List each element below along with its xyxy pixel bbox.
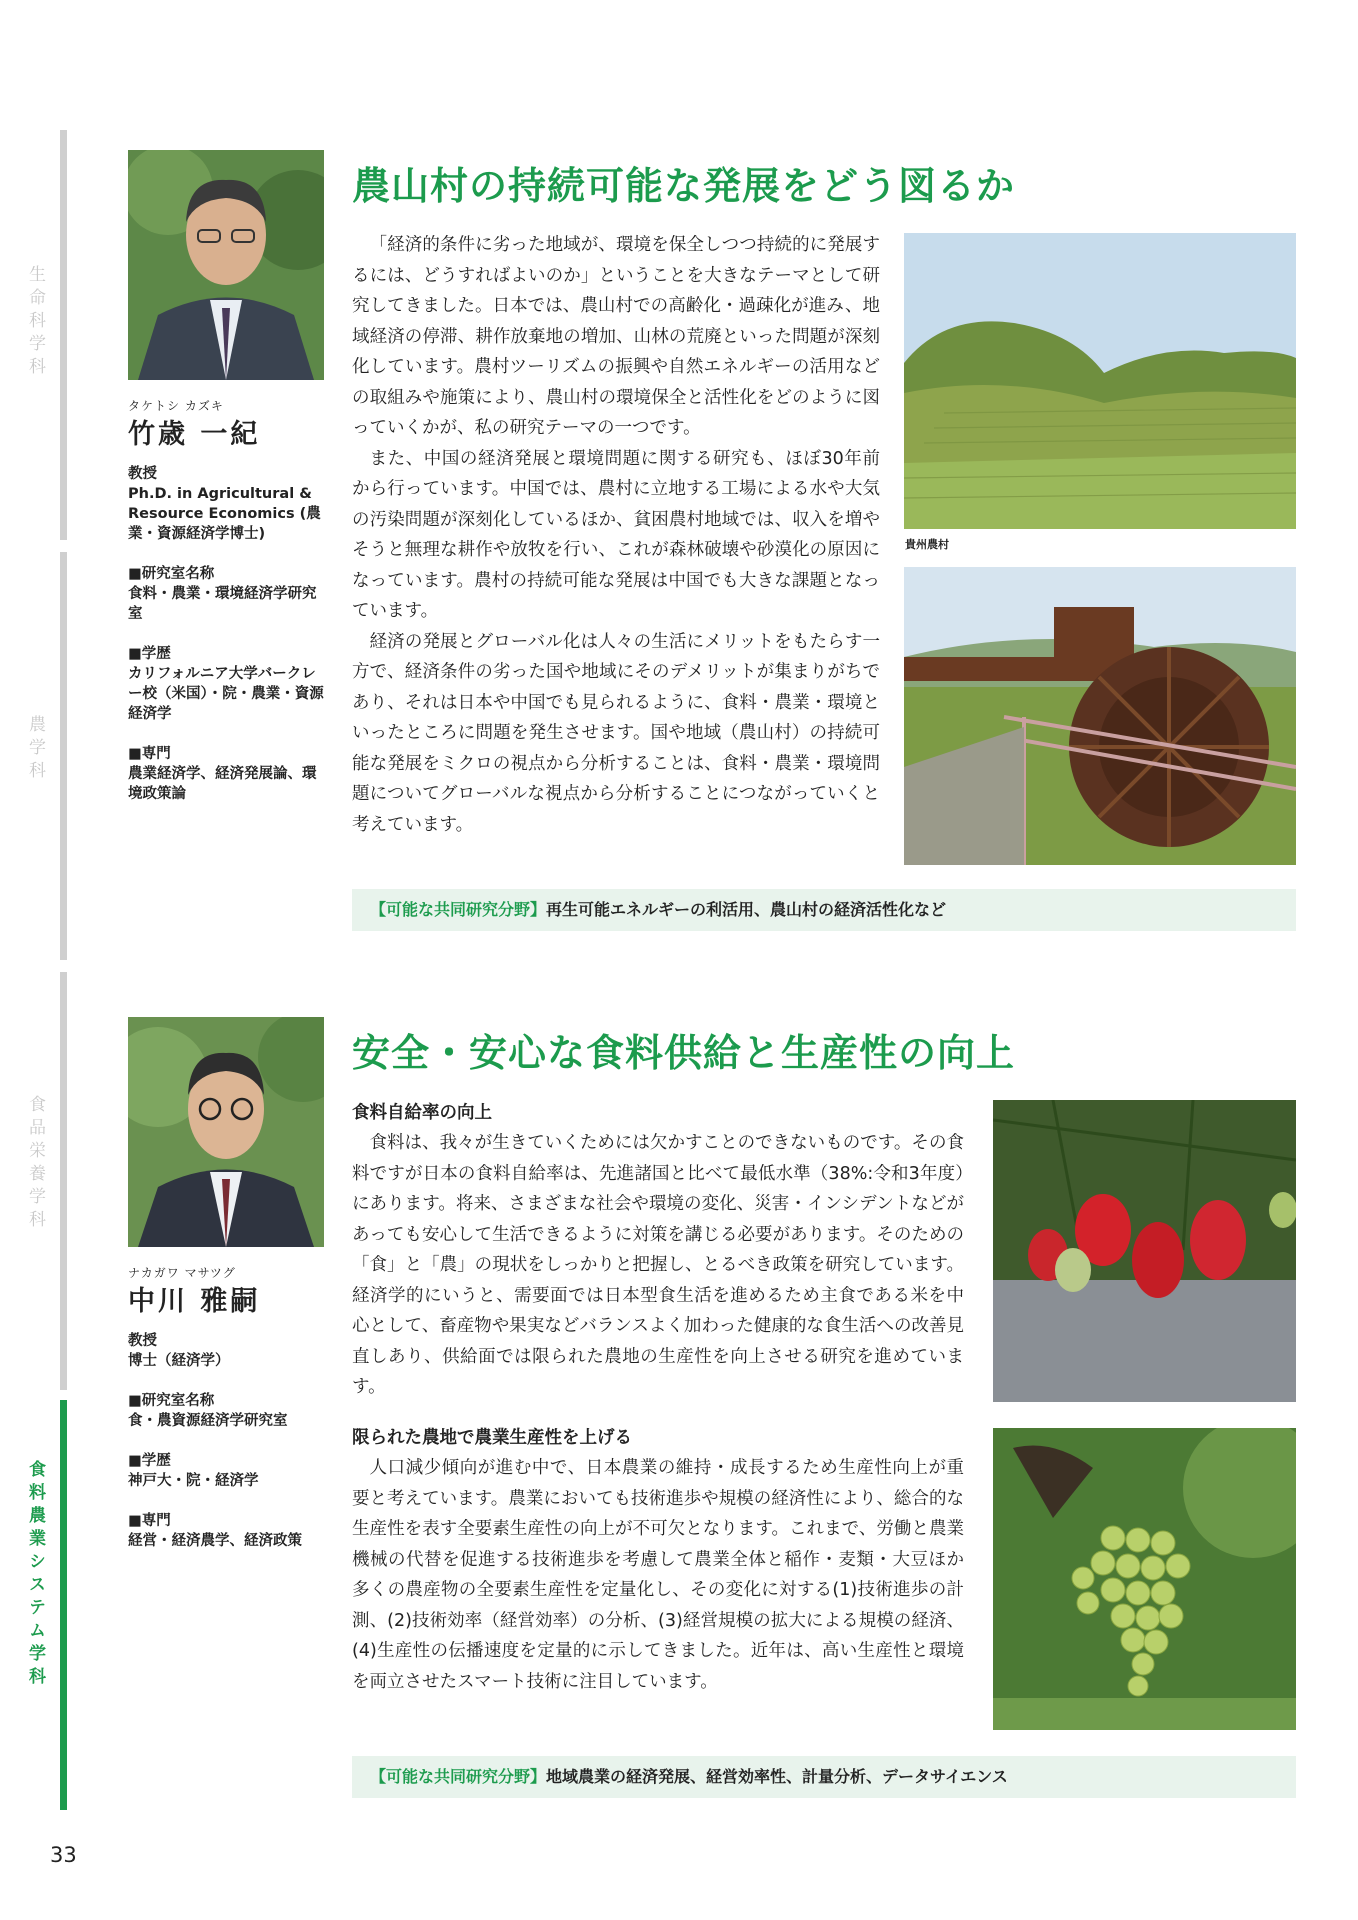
collab-text: 地域農業の経済発展、経営効率性、計量分析、データサイエンス xyxy=(546,1767,1008,1786)
profile-degree: 博士（経済学） xyxy=(128,1353,230,1369)
paragraph: 人口減少傾向が進む中で、日本農業の維持・成長するため生産性向上が重要と考えています。農業においても技術進歩や規模の経済性により、総合的な生産性を表す全要素生産性の向上が不可欠となります。これまで、労働と農業機械の代替を促進する技術進歩を考慮して農業全体と稲作・麦類・大豆ほか多くの農産物の全要素生産性を定量化し、その変化に対する(1)技術進歩の計測、(2)技術効率（経営効率）の分析、(3)経営規模の拡大による規模の経済、(4)生産性の伝播速度を定量的に示してきました。近年は、高い生産性と環境を両立させたスマート技術に注目しています。 xyxy=(352,1458,964,1692)
profile-spec: 経営・経済農学、経済政策 xyxy=(128,1533,302,1549)
paragraph: また、中国の経済発展と環境問題に関する研究も、ほぼ30年前から行っています。中国では、農村に立地する工場による水や大気の汚染問題が深刻化しているほか、貧困農村地域では、収入を増やそうと無理な耕作や放牧を行い、これが森林破壊や砂漠化の原因になっています。農村の持続可能な発展は中国でも大きな課題となっています。 xyxy=(352,448,880,621)
photo-caption: 貴州農村 xyxy=(905,538,949,551)
guizhou-village-photo xyxy=(904,233,1296,529)
dept-label-food-nutrition: 食品栄養学科 xyxy=(25,1095,45,1233)
strawberry-photo xyxy=(993,1100,1296,1402)
profile-lab-label: ■研究室名称 xyxy=(128,566,215,582)
paragraph: 食料は、我々が生きていくためには欠かすことのできないものです。その食料ですが日本の食料自給率は、先進諸国と比べて最低水準（38%:令和3年度）にあります。将来、さまざまな社会や環境の変化、災害・インシデントなどがあっても安心して生活できるように対策を講じる必要があります。そのための「食」と「農」の現状をしっかりと把握し、とるべき政策を研究しています。経済学的にいうと、需要面では日本型食生活を進めるため主食である米を中心として、畜産物や果実などバランスよく加わった健康的な食生活への改善見直しあり、供給面では限られた農地の生産性を向上させる研究を進めています。 xyxy=(352,1133,964,1397)
profile-title: 教授 xyxy=(128,466,157,482)
collab-tag: 【可能な共同研究分野】 xyxy=(370,1767,547,1786)
profile-kana: タケトシ カズキ xyxy=(128,399,224,413)
dept-tab-bar-2 xyxy=(60,552,67,960)
profile-edu-label: ■学歴 xyxy=(128,646,171,662)
profile-kana: ナカガワ マサツグ xyxy=(128,1266,236,1280)
profile-lab: 食料・農業・環境経済学研究室 xyxy=(128,586,317,622)
section-body-1 xyxy=(352,230,880,840)
dept-label-life-science: 生命科学科 xyxy=(25,265,45,380)
grapes-photo xyxy=(993,1428,1296,1730)
profile-name: 竹歳 一紀 xyxy=(128,419,261,450)
sub-heading: 限られた農地で農業生産性を上げる xyxy=(352,1428,632,1448)
profile-name: 中川 雅嗣 xyxy=(128,1286,261,1317)
profile-lab: 食・農資源経済学研究室 xyxy=(128,1413,288,1429)
profile-title: 教授 xyxy=(128,1333,157,1349)
sub-heading: 食料自給率の向上 xyxy=(352,1103,492,1123)
dept-tab-bar-1 xyxy=(60,130,67,540)
section-heading-1: 農山村の持続可能な発展をどう図るか xyxy=(352,164,1016,208)
profile-1 xyxy=(128,396,328,824)
profile-spec: 農業経済学、経済発展論、環境政策論 xyxy=(128,766,317,802)
dept-label-agriculture: 農学科 xyxy=(25,715,45,784)
profile-lab-label: ■研究室名称 xyxy=(128,1393,215,1409)
profile-edu-label: ■学歴 xyxy=(128,1453,171,1469)
portrait-photo-1 xyxy=(128,150,324,380)
collab-text: 再生可能エネルギーの利活用、農山村の経済活性化など xyxy=(546,900,947,919)
section-body-2a xyxy=(352,1098,964,1403)
profile-2 xyxy=(128,1263,328,1571)
profile-edu: カリフォルニア大学バークレー校（米国）・院・農業・資源経済学 xyxy=(128,666,324,722)
collab-research-box-1 xyxy=(352,889,1296,931)
section-body-2b xyxy=(352,1423,964,1697)
profile-spec-label: ■専門 xyxy=(128,1513,171,1529)
section-heading-2: 安全・安心な食料供給と生産性の向上 xyxy=(352,1031,1016,1075)
dept-tab-bar-active xyxy=(60,1400,67,1810)
dept-tab-bar-3 xyxy=(60,972,67,1390)
page-number: 33 xyxy=(50,1843,77,1867)
collab-tag: 【可能な共同研究分野】 xyxy=(370,900,547,919)
portrait-photo-2 xyxy=(128,1017,324,1247)
paragraph: 経済の発展とグローバル化は人々の生活にメリットをもたらす一方で、経済条件の劣った国や地域にそのデメリットが集まりがちであり、それは日本や中国でも見られるように、食料・農業・環境といったところに問題を発生させます。国や地域（農山村）の持続可能な発展をミクロの視点から分析することは、食料・農業・環境問題についてグローバルな視点から分析することにつながっていくと考えています。 xyxy=(352,631,880,835)
profile-edu: 神戸大・院・経済学 xyxy=(128,1473,259,1489)
profile-spec-label: ■専門 xyxy=(128,746,171,762)
dept-label-food-agri-system: 食料農業システム学科 xyxy=(25,1460,45,1690)
profile-degree: Ph.D. in Agricultural & Resource Economics (農業・資源経済学博士) xyxy=(128,486,321,542)
collab-research-box-2 xyxy=(352,1756,1296,1798)
paragraph: 「経済的条件に劣った地域が、環境を保全しつつ持続的に発展するには、どうすればよいのか」ということを大きなテーマとして研究してきました。日本では、農山村での高齢化・過疎化が進み、地域経済の停滞、耕作放棄地の増加、山林の荒廃といった問題が深刻化しています。農村ツーリズムの振興や自然エネルギーの活用などの取組みや施策により、農山村の環境保全と活性化をどのように図っていくかが、私の研究テーマの一つです。 xyxy=(352,235,880,438)
waterwheel-photo xyxy=(904,567,1296,865)
